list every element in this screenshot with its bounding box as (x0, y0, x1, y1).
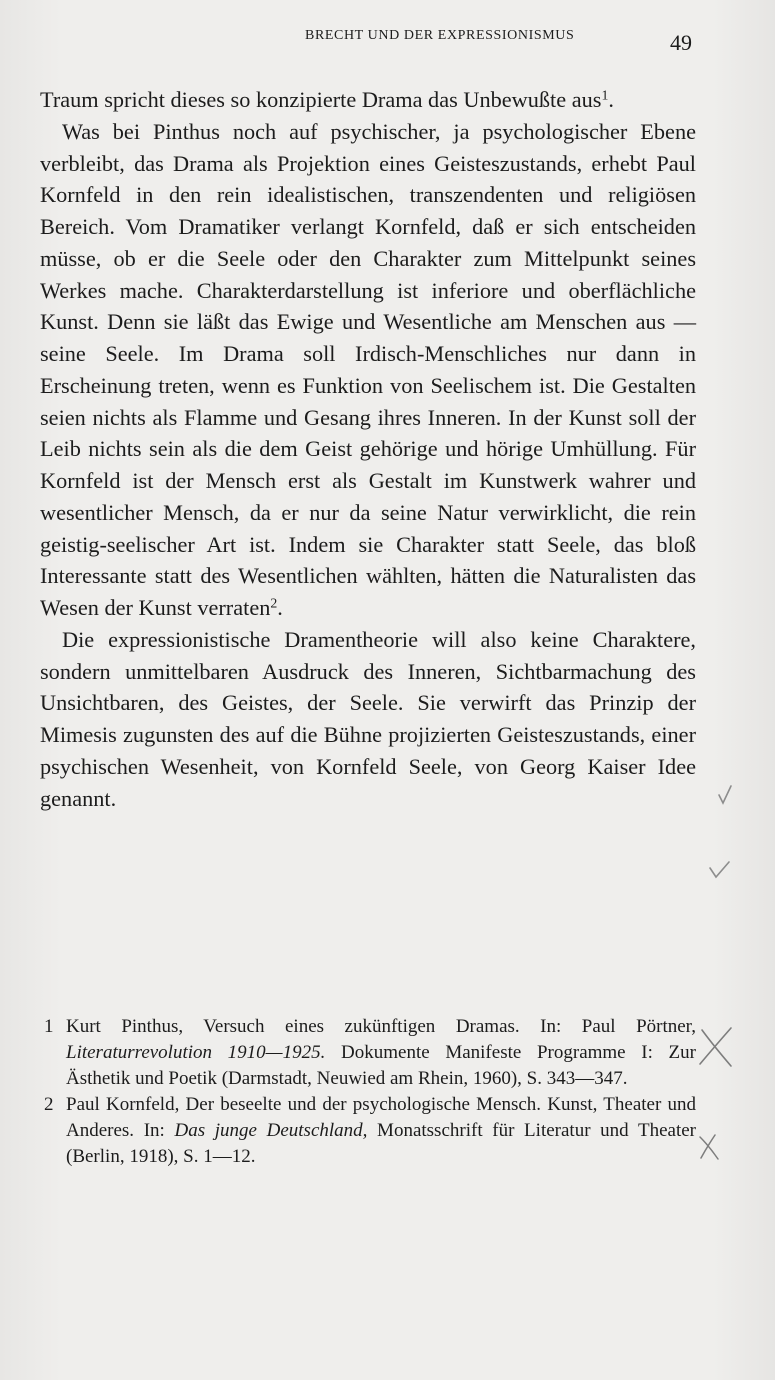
x-mark-icon (700, 1028, 731, 1066)
x-mark-icon (700, 1135, 718, 1159)
footnote-number: 1 (44, 1016, 54, 1037)
page-number: 49 (670, 30, 692, 55)
paragraph-text: Was bei Pinthus noch auf psychischer, ja psychologischer Ebene verbleibt, das Drama als Projektion eines Geisteszustands, erhebt Paul Kornfeld in den rein idealistischen, transzendenten und religiösen Bereich. Vom Dramatiker verlangt Kornfeld, daß er sich entscheiden müsse, ob er die Seele oder den Charakter zum Mittelpunkt seines Werkes mache. Charakterdarstellung ist inferiore und oberflächliche Kunst. Denn sie läßt das Ewige und Wesentliche am Menschen aus — seine Seele. Im Drama soll Irdisch-Menschliches nur dann in Erscheinung treten, wenn es Funktion von Seelischem ist. Die Gestalten seien nichts als Flamme und Gesang ihres Inneren. In der Kunst soll der Leib nichts sein als die dem Geist gehörige und hörige Umhüllung. Für Kornfeld ist der Mensch erst als Gestalt im Kunstwerk wahrer und wesentlicher Mensch, da er nur da seine Natur verwirklicht, die rein geistig-seelischer Art ist. Indem sie Charakter statt Seele, das bloß Interessante statt des Wesentlichen wählten, hätten die Naturalisten das Wesen der Kunst verraten (40, 118, 696, 620)
footnote-title: Literaturrevolution 1910—1925. (66, 1042, 326, 1063)
paragraph-text: Die expressionistische Dramentheorie will also keine Charaktere, sondern unmittelbaren Ausdruck des Inneren, Sichtbarmachung des Unsichtbaren, des Geistes, der Seele. Sie verwirft das Prinzip der Mimesis zugunsten des auf die Bühne projizierten Geisteszustands, einer psychischen Wesenheit, von Kornfeld Seele, von Georg Kaiser Idee genannt. (40, 626, 696, 811)
paragraph-text: Traum spricht dieses so konzipierte Drama das Unbewußte aus (40, 87, 602, 112)
footnote-ref-2[interactable]: 2 (270, 595, 278, 611)
check-mark-icon (710, 862, 729, 877)
footnote-2: 2 Paul Kornfeld, Der beseelte und der psychologische Mensch. Kunst, Theater und Anderes. In: Das junge Deutschland, Monatsschrift für Literatur und Theater (Berlin, 1918), S. 1—12. (44, 1094, 696, 1167)
footnote-1: 1 Kurt Pinthus, Versuch eines zukünftigen Dramas. In: Paul Pörtner, Literaturrevolution 1910—1925. Dokumente Manifeste Programme I: Zur Ästhetik und Poetik (Darmstadt, Neuwied am Rhein, 1960), S. 343—347. (44, 1016, 696, 1089)
paragraph-3 (40, 624, 696, 815)
body-text (40, 84, 696, 814)
running-head: BRECHT UND DER EXPRESSIONISMUS (305, 28, 575, 43)
paragraph-1: Traum spricht dieses so konzipierte Drama das Unbewußte aus$^1$. (40, 87, 614, 112)
footnote-number: 2 (44, 1094, 54, 1115)
footnote-ref-1[interactable]: 1 (601, 87, 609, 103)
check-mark-icon (719, 786, 731, 803)
footnote-title: Das junge Deutschland, (174, 1120, 368, 1141)
paragraph-2: Was bei Pinthus noch auf psychischer, ja psychologischer Ebene verbleibt, das Drama als Projektion eines Geisteszustands, erhebt Paul Kornfeld in den rein idealistischen, transzendenten und religiösen Bereich. Vom Dramatiker verlangt Kornfeld, daß er sich entscheiden müsse, ob er die Seele oder den Charakter zum Mittelpunkt seines Werkes mache. Charakterdarstellung ist inferiore und oberflächliche Kunst. Denn sie läßt das Ewige und Wesentliche am Menschen aus — seine Seele. Im Drama soll Irdisch-Menschliches nur dann in Erscheinung treten, wenn es Funktion von Seelischem ist. Die Gestalten seien nichts als Flamme und Gesang ihres Inneren. In der Kunst soll der Leib nichts sein als die dem Geist gehörige und hörige Umhüllung. Für Kornfeld ist der Mensch erst als Gestalt im Kunstwerk wahrer und wesentlicher Mensch, da er nur da seine Natur verwirklicht, die rein geistig-seelischer Art ist. Indem sie Charakter statt Seele, das bloß Interessante statt des Wesentlichen wählten, hätten die Naturalisten das Wesen der Kunst verraten$^2$. (40, 118, 696, 620)
footnotes (44, 1014, 696, 1170)
